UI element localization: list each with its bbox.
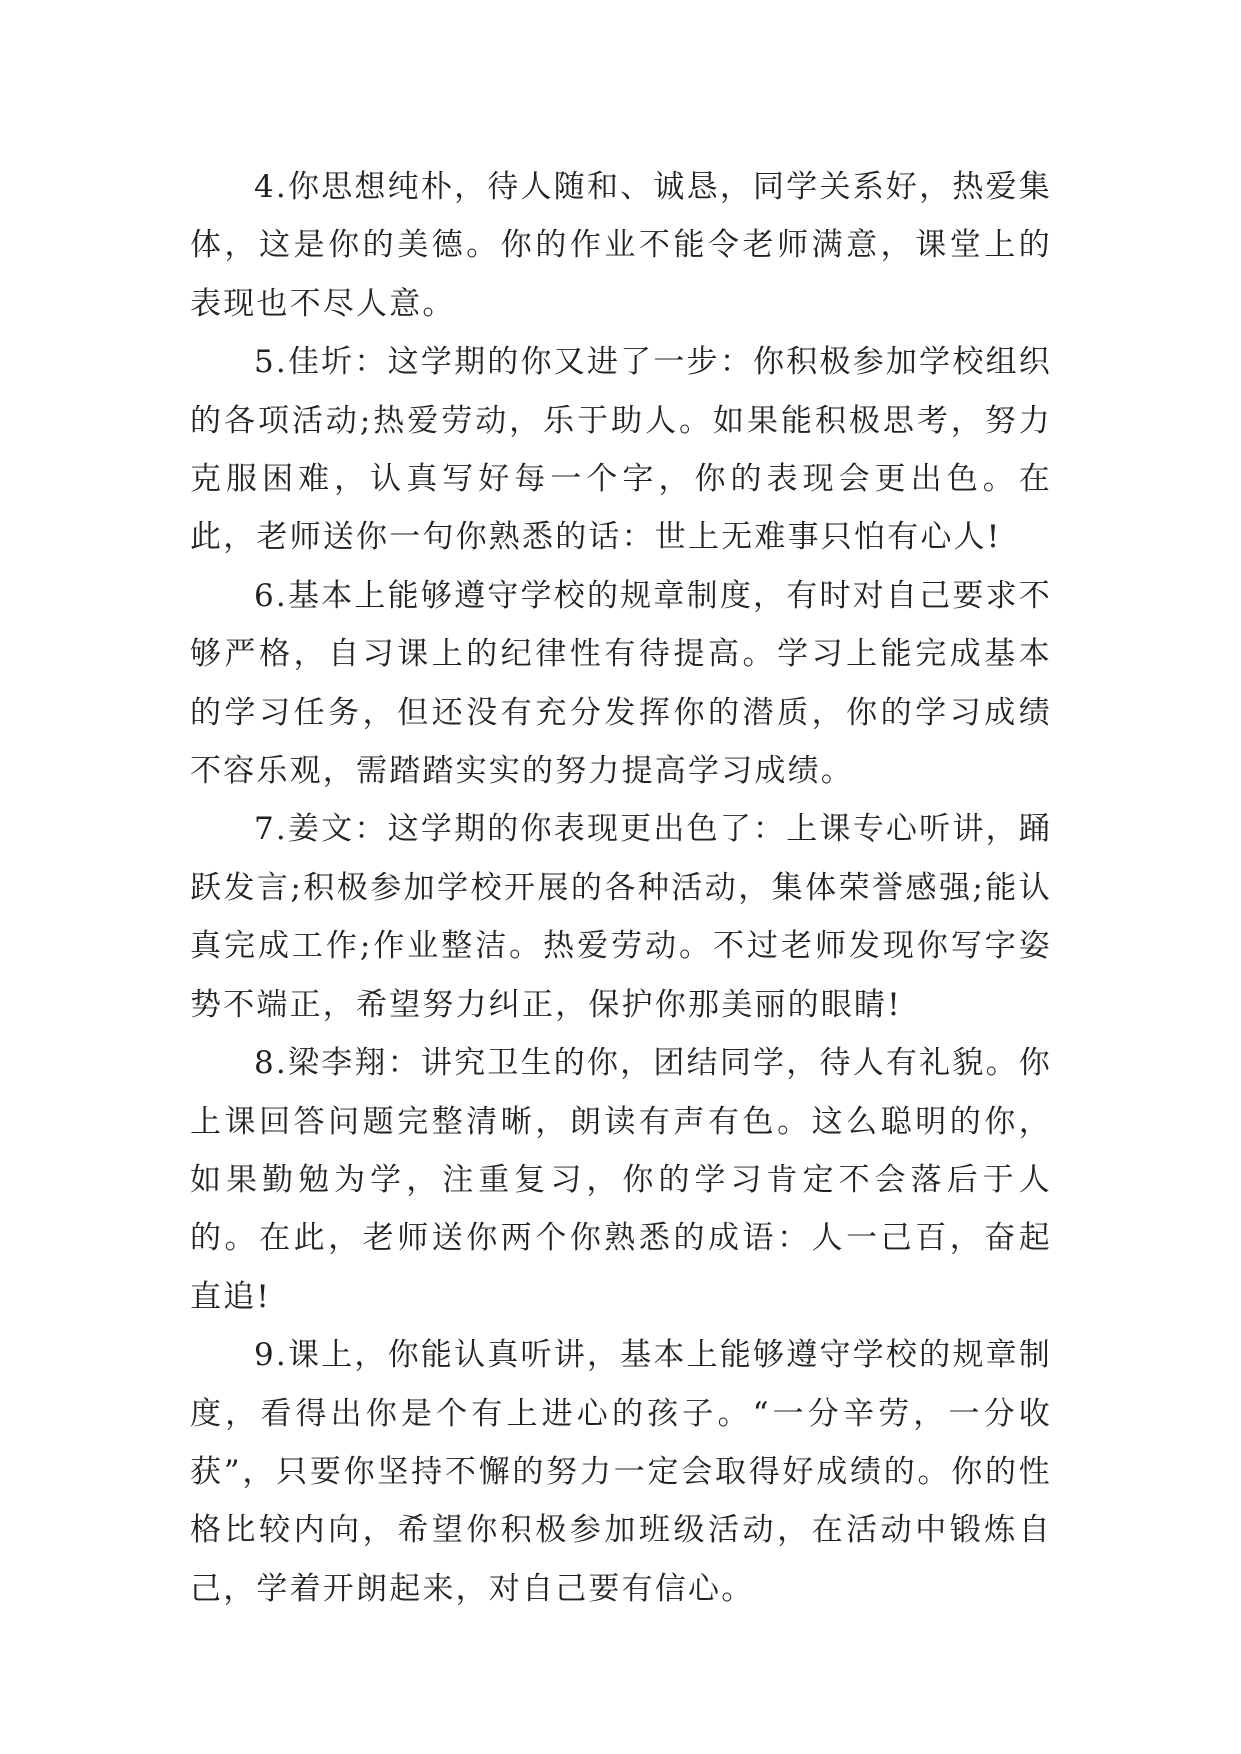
paragraph-comment-8: 8.梁李翔：讲究卫生的你，团结同学，待人有礼貌。你上课回答问题完整清晰，朗读有声有色。这么聪明的你，如果勤勉为学，注重复习，你的学习肯定不会落后于人的。在此，老师送你两个你熟悉的成语：人一己百，奋起直追! xyxy=(190,1045,1052,1315)
document-body xyxy=(190,158,1052,1618)
paragraph-comment-4: 4.你思想纯朴，待人随和、诚恳，同学关系好，热爱集体，这是你的美德。你的作业不能令老师满意，课堂上的表现也不尽人意。 xyxy=(190,169,1052,322)
paragraph-comment-5: 5.佳圻：这学期的你又进了一步：你积极参加学校组织的各项活动;热爱劳动，乐于助人。如果能积极思考，努力克服困难，认真写好每一个字，你的表现会更出色。在此，老师送你一句你熟悉的话：世上无难事只怕有心人! xyxy=(190,344,1052,556)
paragraph-comment-9: 9.课上，你能认真听讲，基本上能够遵守学校的规章制度，看得出你是个有上进心的孩子。“一分辛劳，一分收获”，只要你坚持不懈的努力一定会取得好成绩的。你的性格比较内向，希望你积极参加班级活动，在活动中锻炼自己，学着开朗起来，对自己要有信心。 xyxy=(190,1337,1052,1607)
paragraph-comment-7: 7.姜文：这学期的你表现更出色了：上课专心听讲，踊跃发言;积极参加学校开展的各种活动，集体荣誉感强;能认真完成工作;作业整洁。热爱劳动。不过老师发现你写字姿势不端正，希望努力纠正，保护你那美丽的眼睛! xyxy=(190,811,1052,1023)
paragraph-comment-6: 6.基本上能够遵守学校的规章制度，有时对自己要求不够严格，自习课上的纪律性有待提高。学习上能完成基本的学习任务，但还没有充分发挥你的潜质，你的学习成绩不容乐观，需踏踏实实的努力提高学习成绩。 xyxy=(190,577,1052,790)
